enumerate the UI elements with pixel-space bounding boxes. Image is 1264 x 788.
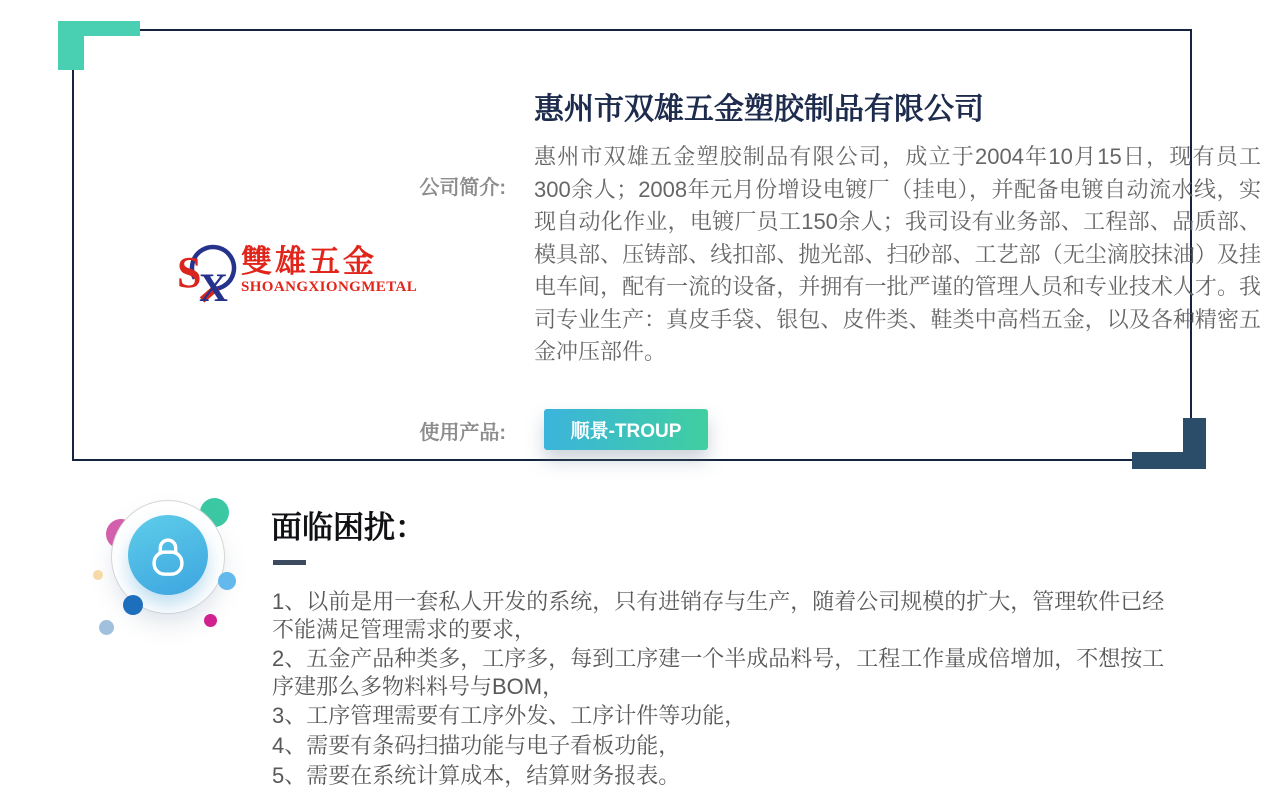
steelblue-dot (99, 620, 114, 635)
magenta-dot (204, 614, 217, 627)
troubles-heading: 面临困扰： (271, 510, 426, 545)
svg-text:X: X (199, 265, 228, 305)
trouble-item: 3、工序管理需要有工序外发、工序计件等功能， (272, 703, 747, 729)
product-button[interactable]: 顺景-TROUP (544, 409, 708, 450)
logo-name-cn: 雙雄五金 (241, 244, 377, 279)
company-title: 惠州市双雄五金塑胶制品有限公司 (534, 93, 984, 126)
lock-icon-circle (128, 515, 208, 595)
troubles-list (272, 588, 1182, 788)
darkblue-dot (123, 595, 143, 615)
profile-label: 公司简介: (419, 177, 506, 199)
sx-logo-icon (177, 243, 241, 305)
company-logo (177, 243, 418, 305)
svg-text:S: S (177, 248, 202, 297)
trouble-item: 4、需要有条码扫描功能与电子看板功能， (272, 732, 681, 758)
logo-texts (241, 245, 417, 295)
product-label: 使用产品: (419, 422, 506, 444)
cream-dot (93, 570, 103, 580)
trouble-item: 1、以前是用一套私人开发的系统，只有进销存与生产，随着公司规模的扩大，管理软件已经不能满足管理需求的要求， (272, 589, 1165, 642)
lock-icon (145, 532, 191, 578)
company-card (72, 29, 1261, 461)
lock-icon-cluster (85, 490, 245, 645)
heading-underline (273, 560, 306, 565)
company-profile-text: 惠州市双雄五金塑胶制品有限公司，成立于2004年10月15日，现有员工300余人；2008年元月份增设电镀厂（挂电），并配备电镀自动流水线，实现自动化作业，电镀厂员工150余人；我司设有业务部、工程部、品质部、模具部、压铸部、线扣部、抛光部、扫砂部、工艺部（无尘滴胶抹油）及挂电车间，配有一流的设备，并拥有一批严谨的管理人员和专业技术人才。我司专业生产：真皮手袋、银包、皮件类、鞋类中高档五金，以及各种精密五金冲压部件。 (534, 144, 1261, 364)
trouble-item: 2、五金产品种类多，工序多，每到工序建一个半成品料号，工程工作量成倍增加，不想按工序建那么多物料料号与BOM， (272, 646, 1165, 699)
lightblue-dot (218, 572, 236, 590)
logo-name-en: SHOANGXIONGMETAL (241, 279, 418, 295)
trouble-item: 5、需要在系统计算成本，结算财务报表。 (272, 762, 681, 788)
navy-corner-decoration (1183, 418, 1206, 469)
teal-corner-decoration (58, 21, 84, 70)
